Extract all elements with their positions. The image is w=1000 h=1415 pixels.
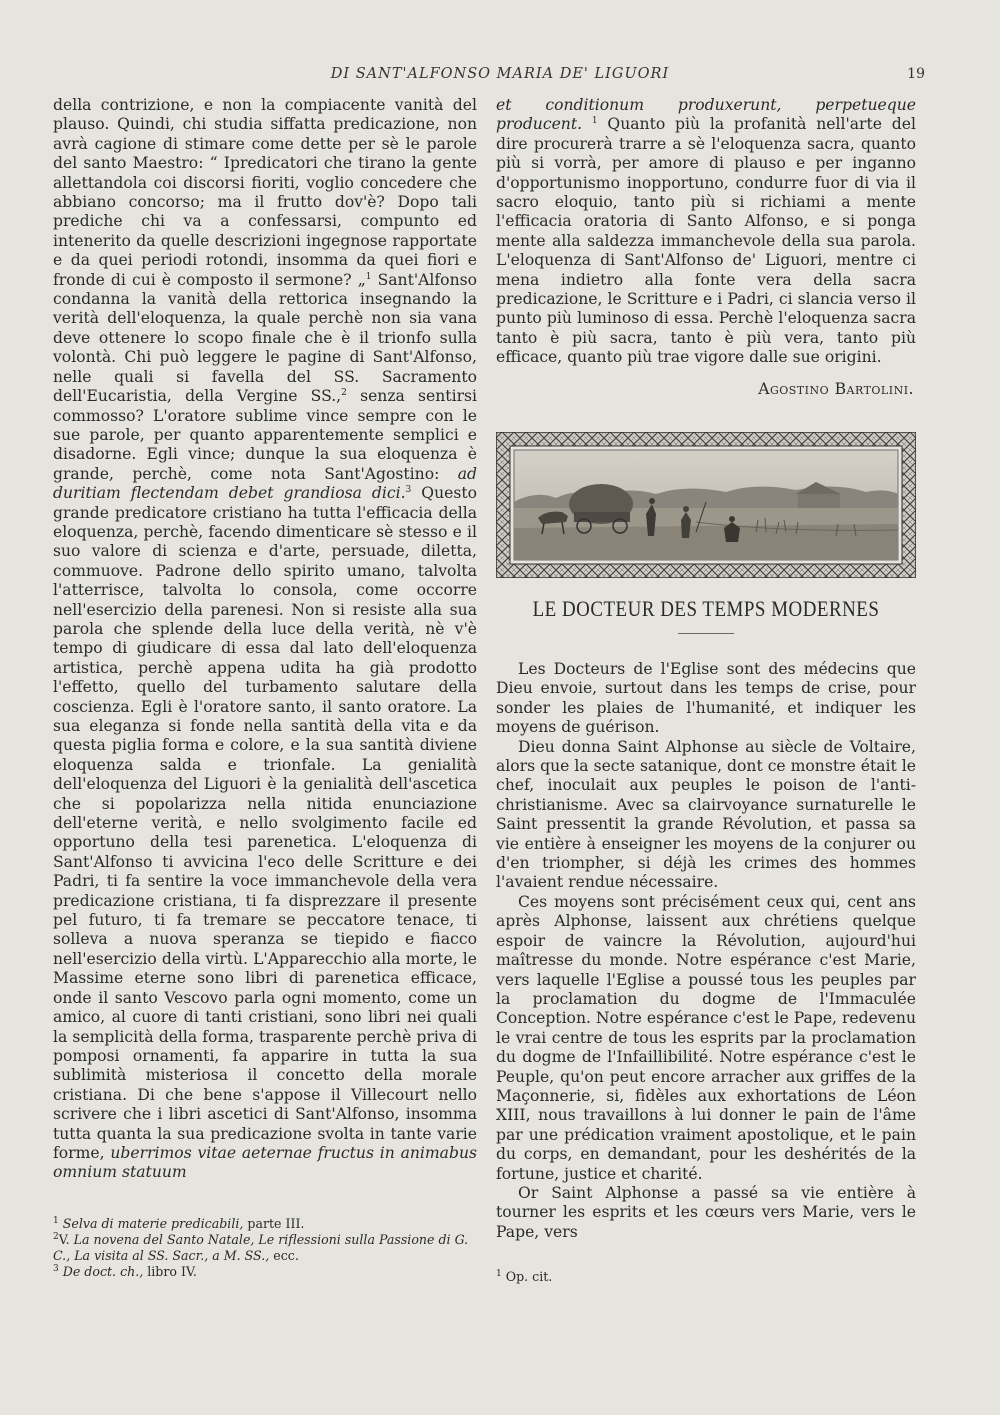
left-column <box>53 96 477 1183</box>
french-article-body <box>496 660 916 1242</box>
section-heading: LE DOCTEUR DES TEMPS MODERNES <box>532 596 880 621</box>
author-signature: Agostino Bartolini. <box>758 379 914 398</box>
footnote-ref: 3 <box>405 484 412 495</box>
footnote-3: $^3$ De doct. ch., libro IV. <box>53 1263 197 1279</box>
french-paragraph: Ces moyens sont précisément ceux qui, cent ans après Alphonse, laissent aux chrétiens quelque espoir de vaincre la Révolution, aujourd'hui maîtresse du monde. Notre espérance c'est Marie, vers laquelle l'Eglise a poussé tous les peuples par la proclamation du dogme de l'Immaculée Conception. Notre espérance c'est le Pape, redevenu le vrai centre de tous les esprits par la proclamation du dogme de l'Infaillibilité. Notre espérance c'est le Peuple, qu'on peut encore arracher aux griffes de la Maçonnerie, si, fidèles aux exhortations de Léon XIII, nous travaillons à lui donner le pain de l'âme par une prédication vraiment apostolique, et le pain du corps, en demandant, pour les deshérités de la fortune, justice et charité. <box>496 892 916 1183</box>
page-number: 19 <box>907 66 925 82</box>
left-paragraph: della contrizione, e non la compiacente vanità del plauso. Quindi, chi studia siffatta predicazione, non avrà cagione di stimare come dette per sè le parole del santo Maestro: “ Ipredicatori che tirano la gente allettandola coi discorsi fioriti, voglio concedere che abbiano concorso; ma il frutto dov'è? Dopo tali prediche chi va a confessarsi, compunto ed intenerito da quelle descrizioni ingegnose rapportate e da quei periodi rotondi, insomma da quei fiori e fronde di cui è composto il sermone? „$^1$ Sant'Alfonso condanna la vanità della rettorica insegnando la verità dell'eloquenza, la quale perchè non sia vana deve ottenere lo scopo finale che è il trionfo sulla volontà. Chi può leggere le pagine di Sant'Alfonso, nelle quali si favella del SS. Sacramento dell'Eucaristia, della Vergine SS.,$^2$ senza sentirsi commosso? L'oratore sublime vince sempre con le sue parole, per quanto apparentemente semplici e disadorne. Egli vince; dunque la sua eloquenza è grande, perchè, come nota Sant'Agostino: ad duritiam flectendam debet grandiosa dici.$^3$ Questo grande predicatore cristiano ha tutta l'efficacia della eloquenza, perchè, facendo dimenticare sè stesso e il suo valore di scienza e d'arte, persuade, diletta, commuove. Padrone dello spirito umano, talvolta l'atterrisce, talvolta lo consola, come occorre nell'esercizio della parenesi. Non si resiste alla sua parola che splende della luce della verità, nè v'è tempo di giudicare di essa dal lato dell'eloquenza artistica, perchè appena udita ha già prodotto l'effetto, quello del turbamento salutare della coscienza. Egli è l'oratore santo, il santo oratore. La sua eleganza si fonde nella santità della vita e da questa piglia forma e colore, e la sua santità diviene eloquenza salda e trionfale. La genialità dell'eloquenza del Liguori è la genialità dell'ascetica che si popolarizza nella nitida enunciazione dell'eterne verità, e nello svolgimento facile ed opportuno della tesi parenetica. L'eloquenza di Sant'Alfonso ti avvicina l'eco delle Scritture e dei Padri, ti fa sentire la voce immanchevole della vera predicazione cristiana, ti fa disprezzare il presente pel futuro, ti fa tremare se peccatore tenace, ti solleva a nuova speranza se tiepido e fiacco nell'esercizio della virtù. L'Apparecchio alla morte, le Massime eterne sono libri di parenetica efficace, onde il santo Vescovo parla ogni momento, come un amico, al cuore di tanti cristiani, sono libri nei quali la semplicità della forma, trasparente perchè priva di pomposi ornamenti, fa apparire in tutta la sua sublimità misteriosa il concetto della morale cristiana. Di che bene s'appose il Villecourt nello scrivere che i libri ascetici di Sant'Alfonso, insomma tutta quanta la sua predicazione svolta in tante varie forme, uberrimos vitae aeternae fructus in animabus omnium statuum <box>53 96 478 1182</box>
footnote-ref: 2 <box>341 387 347 398</box>
footnote-ref: 1 <box>591 116 598 127</box>
french-paragraph: Or Saint Alphonse a passé sa vie entière à tourner les esprits et les cœurs vers Marie, vers le Pape, vers <box>496 1183 916 1241</box>
french-paragraph: Les Docteurs de l'Eglise sont des médecins que Dieu envoie, surtout dans les temps de crise, pour sonder les plaies de l'humanité, et indiquer les moyens de guérison. <box>496 660 916 737</box>
footnote-1-right: $^1$ Op. cit. <box>496 1268 553 1284</box>
harvest-illustration <box>496 432 916 578</box>
right-paragraph: et conditionum produxerunt, perpetueque producent. $^1$ Quanto più la profanità nell'arte del dire procurerà trarre a sè l'eloquenza sacra, quanto più si vorrà, per amore di plauso e per inganno d'opportunismo inopportuno, condurre fuor di via il sacro eloquio, tanto più si richiami a mente l'efficacia oratoria di Santo Alfonso, e si ponga mente alla saldezza immanchevole della sua parola. L'eloquenza di Sant'Alfonso de' Liguori, mentre ci mena indietro alla fonte vera della sacra predicazione, le Scritture e i Padri, ci slancia verso il punto più luminoso di essa. Perchè l'eloquenza sacra tanto è più sacra, tanto è più vera, tanto più efficace, quanto più trae vigore dalle sue origini. <box>496 96 916 367</box>
footnote-2: $^2$V. La novena del Santo Natale, Le riflessioni sulla Passione di G. C., La visita al SS. Sacr., a M. SS., ecc. <box>53 1231 469 1263</box>
french-paragraph: Dieu donna Saint Alphonse au siècle de Voltaire, alors que la secte satanique, dont ce monstre était le chef, inoculait aux peuples le poison de l'anti-christianisme. Avec sa clairvoyance surnaturelle le Saint pressentit la grande Révolution, et passa sa vie entière à enseigner les moyens de la conjurer ou d'en triompher, si déjà les crimes des hommes l'avaient rendue nécessaire. <box>496 737 916 892</box>
footnote-ref: 1 <box>365 271 372 282</box>
latin-quote: ad duritiam flectendam debet grandiosa dici. <box>53 464 477 503</box>
heading-rule <box>678 633 734 634</box>
running-title: DI SANT'ALFONSO MARIA DE' LIGUORI <box>330 66 670 82</box>
right-footnotes <box>496 1269 796 1285</box>
footnote-1: $^1$ Selva di materie predicabili, parte III. <box>53 1215 305 1231</box>
right-column <box>496 96 916 399</box>
left-footnotes <box>53 1216 483 1280</box>
latin-quote: uberrimos vitae aeternae fructus in animabus omnium statuum <box>53 1143 478 1182</box>
